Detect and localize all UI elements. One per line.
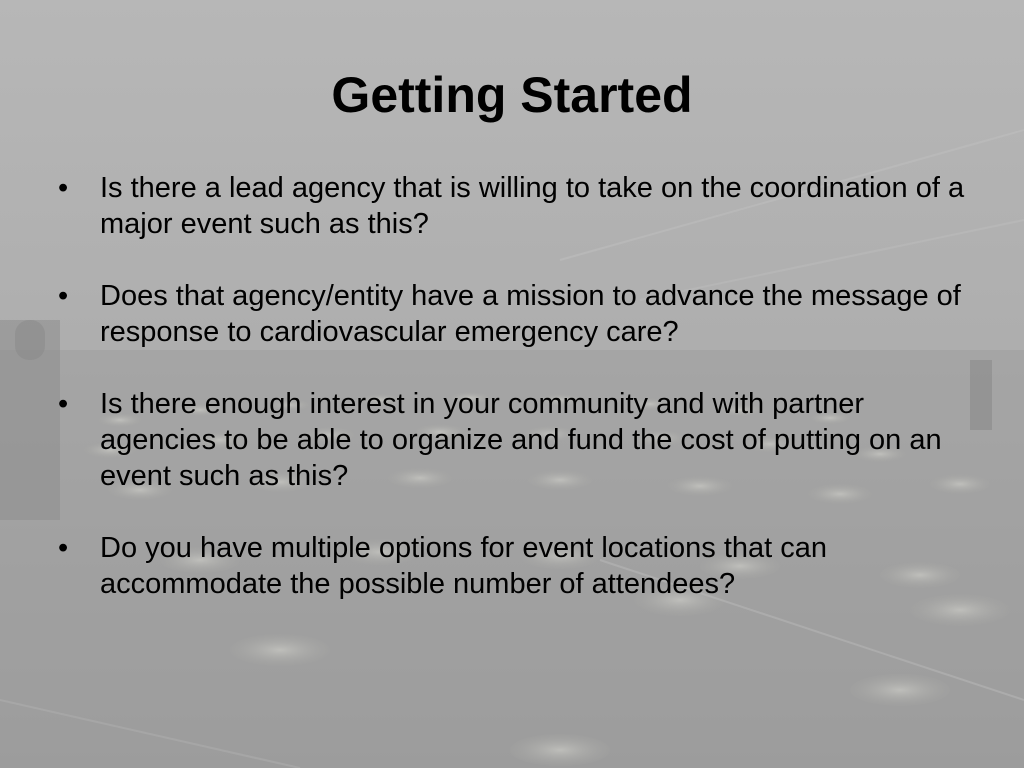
bullet-item-3 — [54, 386, 984, 494]
bullet-list — [54, 170, 984, 638]
bullet-icon: • — [58, 532, 69, 564]
bullet-item-4 — [54, 530, 984, 602]
bullet-icon: • — [58, 280, 69, 312]
bullet-text: Does that agency/entity have a mission to advance the message of response to cardiovascular emergency care? — [100, 280, 961, 348]
bullet-text: Is there enough interest in your community and with partner agencies to be able to organize and fund the cost of putting on an event such as this? — [100, 388, 942, 492]
bullet-text: Do you have multiple options for event locations that can accommodate the possible number of attendees? — [100, 532, 828, 600]
bullet-icon: • — [58, 172, 69, 204]
bullet-text: Is there a lead agency that is willing to take on the coordination of a major event such as this? — [100, 172, 965, 240]
bullet-item-2 — [54, 278, 984, 350]
slide-title: Getting Started — [331, 67, 693, 123]
bullet-item-1 — [54, 170, 984, 242]
bullet-icon: • — [58, 388, 69, 420]
